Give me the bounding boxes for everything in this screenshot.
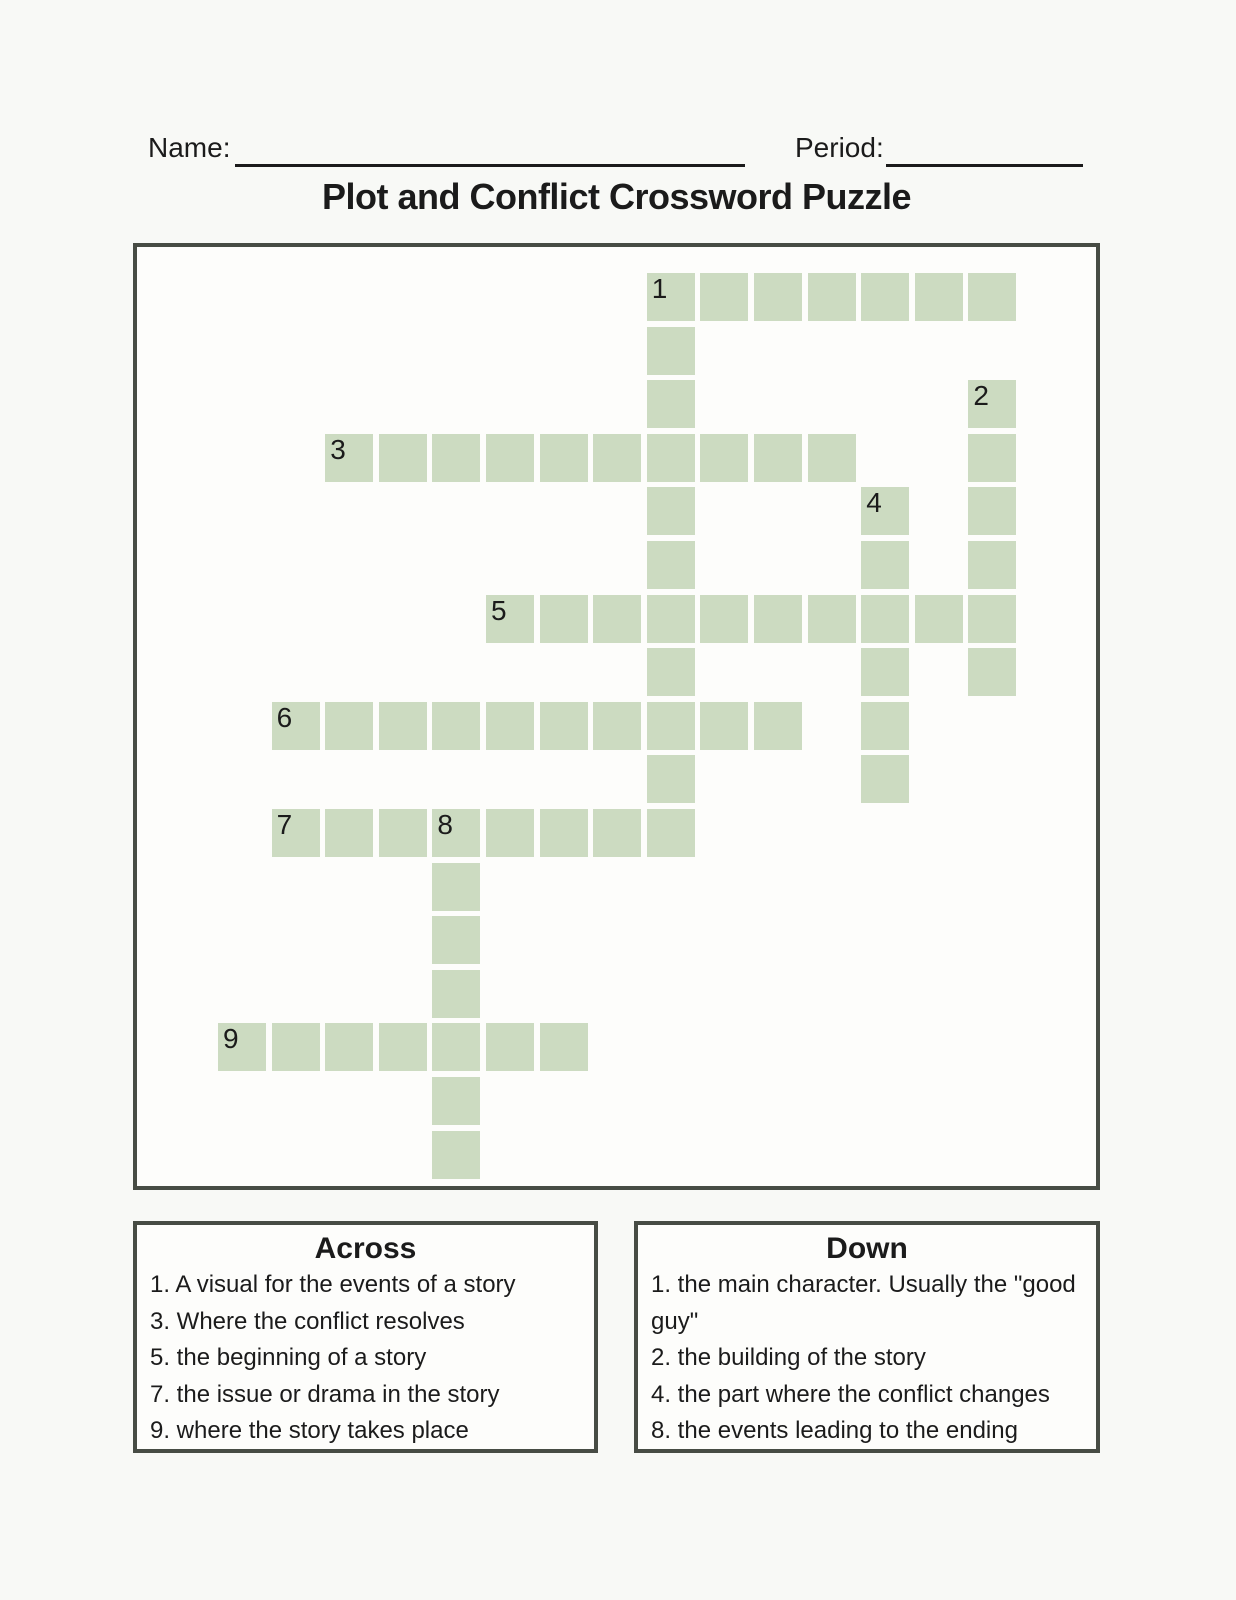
- clue-item: 3. Where the conflict resolves: [150, 1307, 465, 1335]
- cell-number: 8: [437, 809, 453, 840]
- grid-cell[interactable]: [647, 487, 695, 535]
- grid-cell[interactable]: [379, 434, 427, 482]
- grid-cell[interactable]: [808, 595, 856, 643]
- grid-cell[interactable]: [325, 809, 373, 857]
- grid-cell[interactable]: [540, 809, 588, 857]
- grid-cell[interactable]: [540, 595, 588, 643]
- grid-cell[interactable]: [432, 1023, 480, 1071]
- grid-cell[interactable]: [432, 434, 480, 482]
- across-clues-box: [133, 1221, 598, 1453]
- down-clues-box: [634, 1221, 1100, 1453]
- down-clue-list: [638, 1267, 1096, 1450]
- grid-cell[interactable]: [432, 809, 480, 857]
- name-label: Name:: [148, 132, 231, 163]
- clue-item: 7. the issue or drama in the story: [150, 1380, 500, 1408]
- grid-cell[interactable]: [432, 863, 480, 911]
- grid-cell[interactable]: [754, 595, 802, 643]
- period-label: Period:: [795, 132, 884, 163]
- grid-cell[interactable]: [432, 970, 480, 1018]
- grid-cell[interactable]: [968, 434, 1016, 482]
- grid-cell[interactable]: [915, 595, 963, 643]
- grid-cell[interactable]: [486, 809, 534, 857]
- grid-cell[interactable]: [272, 1023, 320, 1071]
- cell-number: 7: [276, 809, 293, 840]
- clue-item: 8. the events leading to the ending: [651, 1417, 1018, 1444]
- grid-cell[interactable]: [432, 1131, 480, 1179]
- grid-cell[interactable]: [754, 273, 802, 321]
- cell-number: 4: [866, 487, 882, 519]
- grid-cell[interactable]: [700, 595, 748, 643]
- grid-cell[interactable]: [647, 755, 695, 803]
- grid-cell[interactable]: [379, 702, 427, 750]
- across-clue-list: [137, 1267, 594, 1450]
- clue-item: 4. the part where the conflict changes: [651, 1380, 1050, 1408]
- grid-cell[interactable]: [647, 380, 695, 428]
- grid-cell[interactable]: [647, 541, 695, 589]
- grid-cell[interactable]: [968, 273, 1016, 321]
- grid-cell[interactable]: [968, 541, 1016, 589]
- grid-cell[interactable]: [432, 916, 480, 964]
- grid-cell[interactable]: [647, 648, 695, 696]
- grid-cell[interactable]: [700, 702, 748, 750]
- grid-cell[interactable]: [808, 434, 856, 482]
- grid-cell[interactable]: [861, 595, 909, 643]
- cell-number: 5: [491, 594, 507, 626]
- name-write-line[interactable]: [235, 164, 745, 167]
- grid-cell[interactable]: [540, 702, 588, 750]
- cell-number: 2: [973, 380, 989, 412]
- grid-cell[interactable]: [861, 755, 909, 803]
- grid-cell[interactable]: [968, 487, 1016, 535]
- grid-cell[interactable]: [272, 702, 320, 750]
- grid-cell[interactable]: [754, 702, 802, 750]
- grid-cell[interactable]: [700, 434, 748, 482]
- grid-cell[interactable]: [486, 434, 534, 482]
- grid-cell[interactable]: [861, 541, 909, 589]
- crossword-grid: [218, 273, 1017, 1179]
- clue-item: 2. the building of the story: [651, 1344, 926, 1371]
- grid-cell[interactable]: [861, 273, 909, 321]
- grid-cell[interactable]: [915, 273, 963, 321]
- grid-cell[interactable]: [647, 702, 695, 750]
- grid-cell[interactable]: [325, 702, 373, 750]
- grid-cell[interactable]: [593, 434, 641, 482]
- grid-cell[interactable]: [968, 648, 1016, 696]
- clue-item: 1. the main character. Usually the "good guy": [651, 1271, 1076, 1335]
- clue-item: 5. the beginning of a story: [150, 1344, 427, 1371]
- grid-cell[interactable]: [700, 273, 748, 321]
- down-heading: Down: [826, 1232, 908, 1265]
- cell-number: 9: [223, 1023, 239, 1055]
- grid-cell[interactable]: [861, 648, 909, 696]
- period-write-line[interactable]: [886, 164, 1083, 167]
- grid-cell[interactable]: [647, 327, 695, 375]
- grid-cell[interactable]: [379, 809, 427, 857]
- grid-cell[interactable]: [647, 595, 695, 643]
- grid-cell[interactable]: [593, 595, 641, 643]
- grid-cell[interactable]: [379, 1023, 427, 1071]
- grid-cell[interactable]: [218, 1023, 266, 1071]
- across-heading: Across: [314, 1232, 417, 1265]
- clue-item: 1. A visual for the events of a story: [150, 1271, 516, 1298]
- grid-cell[interactable]: [808, 273, 856, 321]
- grid-cell[interactable]: [432, 1077, 480, 1125]
- cell-number: 1: [651, 273, 668, 304]
- grid-cell[interactable]: [486, 1023, 534, 1071]
- grid-cell[interactable]: [486, 595, 534, 643]
- grid-cell[interactable]: [968, 380, 1016, 428]
- cell-number: 6: [276, 701, 293, 733]
- grid-cell[interactable]: [540, 434, 588, 482]
- grid-cell[interactable]: [272, 809, 320, 857]
- page-title: Plot and Conflict Crossword Puzzle: [321, 176, 912, 217]
- grid-cell[interactable]: [647, 809, 695, 857]
- grid-cell[interactable]: [968, 595, 1016, 643]
- grid-cell[interactable]: [325, 434, 373, 482]
- grid-cell[interactable]: [861, 487, 909, 535]
- grid-cell[interactable]: [432, 702, 480, 750]
- grid-cell[interactable]: [647, 273, 695, 321]
- grid-cell[interactable]: [593, 702, 641, 750]
- grid-cell[interactable]: [861, 702, 909, 750]
- cell-number: 3: [330, 433, 346, 465]
- clue-item: 9. where the story takes place: [150, 1417, 469, 1444]
- grid-cell[interactable]: [486, 702, 534, 750]
- grid-cell[interactable]: [647, 434, 695, 482]
- grid-cell[interactable]: [540, 1023, 588, 1071]
- grid-cell[interactable]: [593, 809, 641, 857]
- grid-cell[interactable]: [754, 434, 802, 482]
- grid-cell[interactable]: [325, 1023, 373, 1071]
- crossword-box: [133, 243, 1100, 1190]
